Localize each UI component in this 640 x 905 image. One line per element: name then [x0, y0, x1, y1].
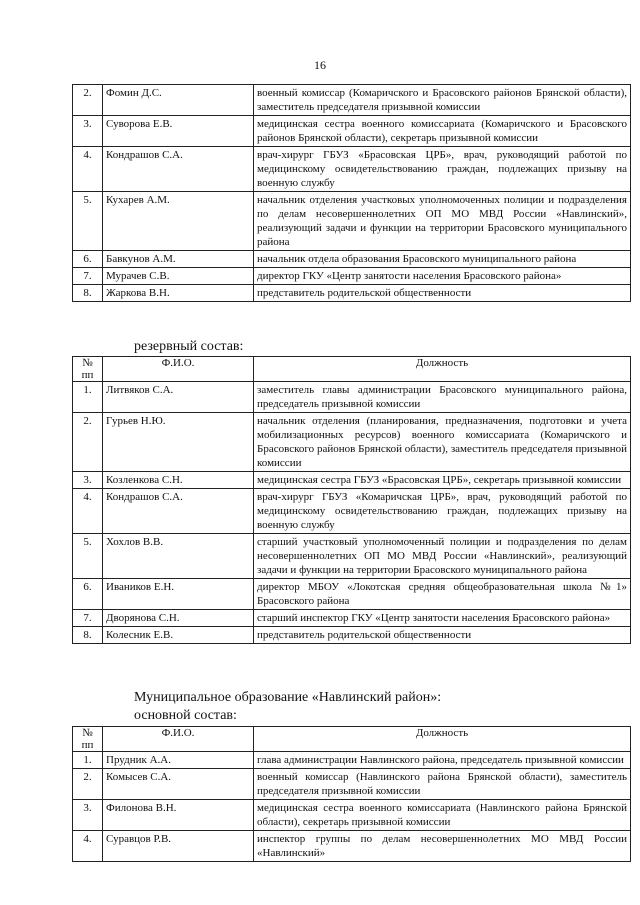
member-name: Кухарев А.М.: [103, 192, 254, 251]
row-number: 1.: [73, 382, 103, 413]
row-number: 1.: [73, 752, 103, 769]
reserve-composition-heading: резервный состав:: [134, 339, 244, 354]
row-number: 8.: [73, 627, 103, 644]
table-body: [73, 752, 631, 862]
row-number: 7.: [73, 268, 103, 285]
table-row: [73, 769, 631, 800]
row-number: 3.: [73, 800, 103, 831]
member-position: представитель родительской общественности: [254, 285, 631, 302]
member-position: заместитель главы администрации Брасовского муниципального района, председатель призывной комиссии: [254, 382, 631, 413]
row-number: 2.: [73, 769, 103, 800]
commission-table-navlinsky: [72, 726, 631, 862]
row-number: 2.: [73, 413, 103, 472]
member-position: военный комиссар (Комаричского и Брасовского районов Брянской области), заместитель председателя призывной комиссии: [254, 85, 631, 116]
table-row: [73, 413, 631, 472]
row-number: 2.: [73, 85, 103, 116]
table-row: [73, 116, 631, 147]
row-number: 6.: [73, 579, 103, 610]
table-row: [73, 610, 631, 627]
member-name: Комысев С.А.: [103, 769, 254, 800]
member-name: Филонова В.Н.: [103, 800, 254, 831]
table-body: [73, 382, 631, 644]
member-position: врач-хирург ГБУЗ «Брасовская ЦРБ», врач, руководящий работой по медицинскому освидетельствованию граждан, подлежащих призыву на военную службу: [254, 147, 631, 192]
table-header-row: [73, 727, 631, 752]
member-name: Мурачев С.В.: [103, 268, 254, 285]
table-row: [73, 268, 631, 285]
member-name: Суворова Е.В.: [103, 116, 254, 147]
table-row: [73, 285, 631, 302]
table-row: [73, 382, 631, 413]
page-number: 16: [314, 58, 326, 72]
member-position: военный комиссар (Навлинского района Брянской области), заместитель председателя призывной комиссии: [254, 769, 631, 800]
member-position: директор МБОУ «Локотская средняя общеобразовательная школа №1» Брасовского района: [254, 579, 631, 610]
column-header-name: Ф.И.О.: [103, 357, 254, 382]
table-body: [73, 85, 631, 302]
member-name: Козленкова С.Н.: [103, 472, 254, 489]
member-name: Суравцов Р.В.: [103, 831, 254, 862]
main-composition-heading: основной состав:: [134, 708, 237, 723]
row-number: 8.: [73, 285, 103, 302]
member-position: врач-хирург ГБУЗ «Комаричская ЦРБ», врач, руководящий работой по медицинскому освидетельствованию граждан, подлежащих призыву на военную службу: [254, 489, 631, 534]
member-name: Фомин Д.С.: [103, 85, 254, 116]
table-row: [73, 85, 631, 116]
table-row: [73, 627, 631, 644]
municipality-heading: Муниципальное образование «Навлинский район»:: [134, 690, 442, 705]
table-header-row: [73, 357, 631, 382]
column-header-number: № пп: [73, 727, 103, 752]
member-name: Гурьев Н.Ю.: [103, 413, 254, 472]
table-row: [73, 251, 631, 268]
member-position: начальник отдела образования Брасовского муниципального района: [254, 251, 631, 268]
member-name: Литвяков С.А.: [103, 382, 254, 413]
member-name: Бавкунов А.М.: [103, 251, 254, 268]
member-position: медицинская сестра ГБУЗ «Брасовская ЦРБ», секретарь призывной комиссии: [254, 472, 631, 489]
member-position: старший участковый уполномоченный полиции и подразделения по делам несовершеннолетних ОП МО МВД России «Навлинский», реализующий задачи и функции на территории Брасовского муниципального района: [254, 534, 631, 579]
row-number: 4.: [73, 831, 103, 862]
table-row: [73, 192, 631, 251]
row-number: 3.: [73, 116, 103, 147]
row-number: 7.: [73, 610, 103, 627]
commission-table-main-continued: [72, 84, 631, 302]
member-position: глава администрации Навлинского района, председатель призывной комиссии: [254, 752, 631, 769]
member-position: представитель родительской общественности: [254, 627, 631, 644]
member-name: Хохлов В.В.: [103, 534, 254, 579]
row-number: 3.: [73, 472, 103, 489]
row-number: 5.: [73, 192, 103, 251]
row-number: 4.: [73, 489, 103, 534]
table-row: [73, 472, 631, 489]
table-row: [73, 831, 631, 862]
row-number: 5.: [73, 534, 103, 579]
column-header-position: Должность: [254, 357, 631, 382]
commission-table-reserve: [72, 356, 631, 644]
row-number: 4.: [73, 147, 103, 192]
member-position: директор ГКУ «Центр занятости населения Брасовского района»: [254, 268, 631, 285]
member-position: медицинская сестра военного комиссариата (Навлинского района Брянской области), секретарь призывной комиссии: [254, 800, 631, 831]
member-name: Дворянова С.Н.: [103, 610, 254, 627]
table-row: [73, 800, 631, 831]
member-position: инспектор группы по делам несовершеннолетних МО МВД России «Навлинский»: [254, 831, 631, 862]
column-header-name: Ф.И.О.: [103, 727, 254, 752]
table-row: [73, 579, 631, 610]
row-number: 6.: [73, 251, 103, 268]
column-header-position: Должность: [254, 727, 631, 752]
member-name: Прудник А.А.: [103, 752, 254, 769]
member-position: медицинская сестра военного комиссариата (Комаричского и Брасовского районов Брянской области), секретарь призывной комиссии: [254, 116, 631, 147]
member-position: начальник отделения (планирования, предназначения, подготовки и учета мобилизационных ресурсов) военного комиссариата (Комаричского и Брасовского районов Брянской области), заместитель председателя призывной комиссии: [254, 413, 631, 472]
table-row: [73, 147, 631, 192]
member-position: старший инспектор ГКУ «Центр занятости населения Брасовского района»: [254, 610, 631, 627]
member-name: Кондрашов С.А.: [103, 489, 254, 534]
table-row: [73, 489, 631, 534]
column-header-number: № пп: [73, 357, 103, 382]
member-name: Иваников Е.Н.: [103, 579, 254, 610]
table-row: [73, 534, 631, 579]
member-name: Кондрашов С.А.: [103, 147, 254, 192]
member-name: Жаркова В.Н.: [103, 285, 254, 302]
member-name: Колесник Е.В.: [103, 627, 254, 644]
table-row: [73, 752, 631, 769]
member-position: начальник отделения участковых уполномоченных полиции и подразделения по делам несовершеннолетних ОП МО МВД России «Навлинский», реализующий задачи и функции на территории Брасовского муниципального района: [254, 192, 631, 251]
